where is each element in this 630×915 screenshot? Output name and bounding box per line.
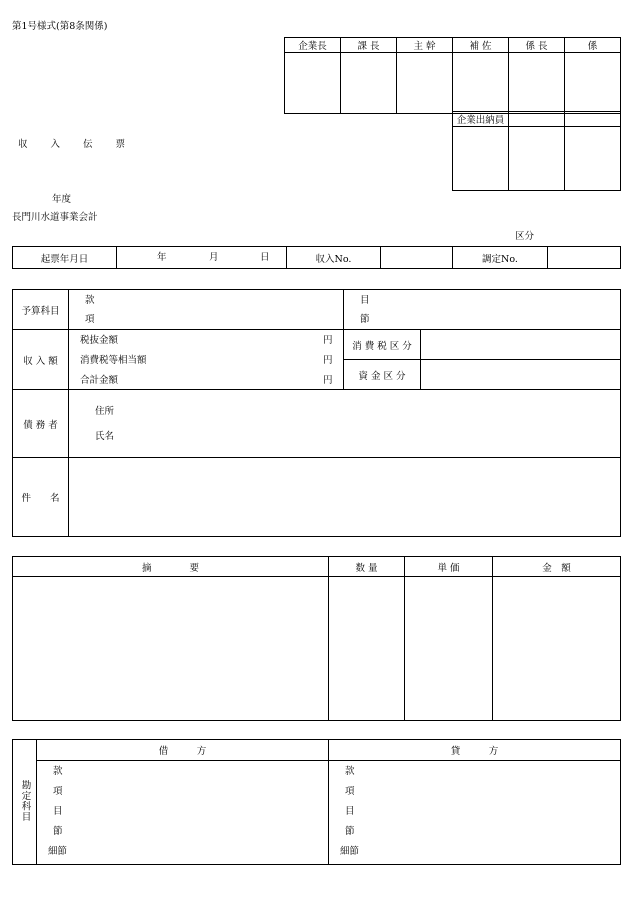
credit-moku-label: 目 (345, 806, 355, 817)
unit-price-field[interactable] (405, 577, 493, 721)
yen-unit: 円 (323, 355, 333, 366)
day-label: 日 (260, 252, 270, 263)
yen-unit: 円 (323, 375, 333, 386)
quantity-header: 数 量 (329, 557, 405, 577)
tax-amount-label: 消費税等相当額 (80, 355, 147, 366)
debit-header: 借 方 (37, 740, 329, 761)
income-amounts-field[interactable] (69, 330, 344, 390)
credit-setsu-label: 節 (345, 826, 355, 837)
accounts-side-label-cell (13, 740, 37, 865)
treasurer-header-blank (565, 112, 621, 127)
fiscal-year-label: 年度 (52, 194, 72, 205)
yen-unit: 円 (323, 335, 333, 346)
category-label: 区分 (515, 231, 535, 242)
subject-field[interactable] (69, 458, 621, 537)
main-info-table (12, 289, 621, 537)
stamp-box[interactable] (565, 53, 621, 114)
amount-field[interactable] (493, 577, 621, 721)
pre-tax-amount-label: 税抜金額 (80, 335, 119, 346)
stamp-box[interactable] (453, 53, 509, 114)
credit-saisetsu-label: 細節 (340, 846, 360, 857)
stamp-box[interactable] (509, 127, 565, 191)
approval-role-subsection-chief: 係 長 (509, 38, 565, 53)
stamp-box[interactable] (453, 127, 509, 191)
debit-setsu-label: 節 (53, 826, 63, 837)
budget-moku-label: 目 (360, 295, 370, 306)
debtor-field[interactable] (69, 390, 621, 458)
accounts-table (12, 739, 621, 865)
debit-kou-label: 項 (53, 786, 63, 797)
budget-kan-kou-field[interactable] (69, 290, 344, 330)
stamp-box[interactable] (285, 53, 341, 114)
credit-field[interactable] (329, 761, 621, 865)
fund-category-field[interactable] (421, 360, 621, 390)
treasurer-stamp-grid (452, 111, 621, 191)
total-amount-label: 合計金額 (80, 375, 119, 386)
voucher-title: 収 入 伝 票 (18, 139, 136, 150)
tax-category-field[interactable] (421, 330, 621, 360)
approval-role-president: 企業長 (285, 38, 341, 53)
amount-header: 金 額 (493, 557, 621, 577)
treasurer-label: 企業出納員 (453, 112, 509, 127)
approval-role-manager: 主 幹 (397, 38, 453, 53)
credit-kan-label: 款 (345, 766, 355, 777)
quantity-field[interactable] (329, 577, 405, 721)
approval-role-section-chief: 課 長 (341, 38, 397, 53)
detail-table (12, 556, 621, 721)
address-label: 住所 (95, 406, 115, 417)
summary-field[interactable] (13, 577, 329, 721)
tax-category-label: 消 費 税 区 分 (344, 330, 421, 360)
approval-role-assistant: 補 佐 (453, 38, 509, 53)
receipt-no-label: 収入No. (287, 247, 381, 269)
form-number: 第1号様式(第8条関係) (12, 21, 108, 32)
debit-field[interactable] (37, 761, 329, 865)
stamp-box[interactable] (341, 53, 397, 114)
income-label: 収 入 額 (13, 330, 69, 390)
approval-role-staff: 係 (565, 38, 621, 53)
subject-label: 件 名 (13, 458, 69, 537)
stamp-box[interactable] (397, 53, 453, 114)
stamp-box[interactable] (509, 53, 565, 114)
debit-moku-label: 目 (53, 806, 63, 817)
fund-category-label: 資 金 区 分 (344, 360, 421, 390)
stamp-box[interactable] (565, 127, 621, 191)
treasurer-header-blank (509, 112, 565, 127)
year-label: 年 (157, 252, 167, 263)
credit-kou-label: 項 (345, 786, 355, 797)
budget-moku-setsu-field[interactable] (344, 290, 621, 330)
month-label: 月 (209, 252, 219, 263)
summary-header: 摘 要 (13, 557, 329, 577)
approval-stamp-grid (284, 37, 621, 114)
debit-kan-label: 款 (53, 766, 63, 777)
issue-date-field[interactable] (117, 247, 287, 269)
issue-info-row (12, 246, 621, 269)
issue-date-label: 起票年月日 (13, 247, 117, 269)
organization-name: 長門川水道事業会計 (12, 212, 98, 223)
budget-setsu-label: 節 (360, 314, 370, 325)
credit-header: 貸 方 (329, 740, 621, 761)
budget-kou-label: 項 (85, 314, 95, 325)
assessment-no-field[interactable] (548, 247, 621, 269)
debtor-label: 債 務 者 (13, 390, 69, 458)
unit-price-header: 単 価 (405, 557, 493, 577)
accounts-side-label: 勘定科目 (19, 779, 31, 822)
name-label: 氏名 (95, 431, 115, 442)
receipt-no-field[interactable] (381, 247, 453, 269)
budget-kan-label: 款 (85, 295, 95, 306)
debit-saisetsu-label: 細節 (48, 846, 68, 857)
budget-label: 予算科目 (13, 290, 69, 330)
assessment-no-label: 調定No. (453, 247, 548, 269)
